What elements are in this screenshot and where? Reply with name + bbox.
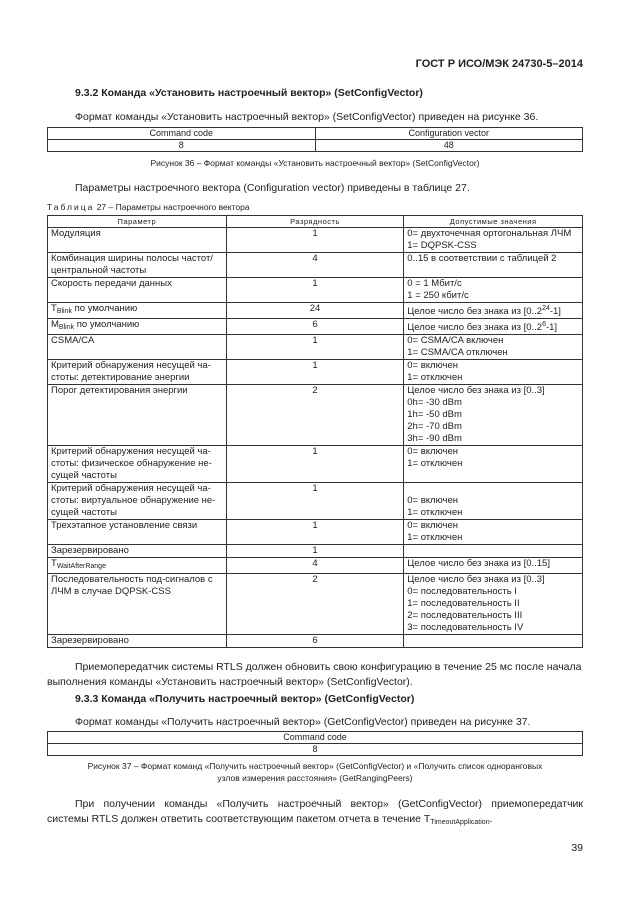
param-name-line: центральной частоты: [51, 265, 147, 276]
param-name-cell: [48, 319, 227, 335]
col-header-parameter: Параметр: [48, 216, 227, 228]
table-row: [48, 558, 583, 574]
table-row: [48, 446, 583, 483]
table-row: [48, 574, 583, 635]
param-name-cell: [48, 278, 227, 303]
param-name-line: Последовательность под-сигналов с: [51, 574, 213, 585]
final-period: .: [489, 813, 493, 825]
param-name-cell: [48, 335, 227, 360]
bit-width-cell: 1: [226, 228, 404, 253]
param-name-line: стоты: детектирование энергии: [51, 372, 190, 383]
table-27-title: [47, 202, 250, 212]
param-name-cell: [48, 558, 227, 574]
allowed-values-cell: [404, 446, 583, 483]
param-name-cell: [48, 446, 227, 483]
figure-37-caption-line-2: узлов измерения расстояния» (GetRangingPeers): [217, 773, 413, 783]
table-title-text: 27 – Параметры настроечного вектора: [96, 202, 250, 212]
allowed-values-cell: [404, 319, 583, 335]
fig36-col-configuration-vector: Configuration vector: [315, 128, 583, 140]
fig37-val-command-code: 8: [48, 744, 583, 756]
section-9-3-3-final-text: [47, 797, 583, 830]
section-9-3-3-title: 9.3.3 Команда «Получить настроечный вектор» (GetConfigVector): [75, 693, 415, 705]
final-subscript: TimeoutApplication: [430, 819, 490, 826]
allowed-value-line: 0= последовательность I: [407, 586, 517, 597]
param-name-line: сущей частоты: [51, 470, 117, 481]
allowed-value-line: 0h= -30 dBm: [407, 397, 462, 408]
allowed-value-line: 0= двухточечная ортогональная ЛЧМ: [407, 228, 572, 239]
param-name-cell: [48, 520, 227, 545]
bit-width-cell: 4: [226, 253, 404, 278]
param-name-cell: [48, 253, 227, 278]
table-row: [48, 303, 583, 319]
bit-width-cell: 1: [226, 278, 404, 303]
fig36-val-command-code: 8: [48, 140, 316, 152]
allowed-values-cell: [404, 335, 583, 360]
table-27-intro: Параметры настроечного вектора (Configuration vector) приведены в таблице 27.: [75, 182, 470, 194]
param-name-line: Порог детектирования энергии: [51, 385, 188, 396]
allowed-value-line: 3= последовательность IV: [407, 622, 524, 633]
allowed-value-line: 0..15 в соответствии с таблицей 2: [407, 253, 557, 264]
allowed-value-line: 1= отключен: [407, 372, 463, 383]
param-name-cell: [48, 545, 227, 558]
allowed-value-line: 2h= -70 dBm: [407, 421, 462, 432]
param-name-rest: по умолчанию: [72, 303, 138, 314]
table-27-parameters: [47, 215, 583, 648]
fig36-val-configuration-vector: 48: [315, 140, 583, 152]
table-27-body: [48, 228, 583, 648]
allowed-value-line: 0= включен: [407, 495, 458, 506]
param-name-line: стоты: виртуальное обнаружение не-: [51, 495, 216, 506]
page-number: 39: [571, 842, 583, 854]
allowed-value-line: 0= CSMA/CA включен: [407, 335, 504, 346]
param-name-line: Комбинация ширины полосы частот/: [51, 253, 213, 264]
bit-width-cell: 1: [226, 360, 404, 385]
table-row: [48, 278, 583, 303]
param-name-line: стоты: физическое обнаружение не-: [51, 458, 212, 469]
param-name-line: Критерий обнаружения несущей ча-: [51, 446, 211, 457]
param-name-cell: [48, 635, 227, 648]
bit-width-cell: 2: [226, 574, 404, 635]
table-row: [48, 335, 583, 360]
param-name-cell: [48, 303, 227, 319]
allowed-value-line: 0= включен: [407, 360, 458, 371]
allowed-values-cell: [404, 360, 583, 385]
param-name-line: CSMA/CA: [51, 335, 95, 346]
param-name-line: сущей частоты: [51, 507, 117, 518]
bit-width-cell: 1: [226, 483, 404, 520]
figure-36-caption: Рисунок 36 – Формат команды «Установить настроечный вектор» (SetConfigVector): [150, 158, 480, 168]
allowed-values-cell: [404, 545, 583, 558]
allowed-value-line: 0= включен: [407, 446, 458, 457]
allowed-values-cell: [404, 574, 583, 635]
allowed-value-line: 1= отключен: [407, 532, 463, 543]
allowed-values-cell: [404, 483, 583, 520]
allowed-values-cell: [404, 303, 583, 319]
section-9-3-3-intro: Формат команды «Получить настроечный вектор» (GetConfigVector) приведен на рисунке 37.: [75, 716, 531, 728]
param-name-cell: [48, 228, 227, 253]
final-text: При получении команды «Получить настроечный вектор» (GetConfigVector) приемопередатчик системы RTLS должен ответить соответствующим пакетом отчета в течение T: [47, 798, 583, 825]
param-name-line: Зарезервировано: [51, 545, 129, 556]
param-name-cell: [48, 574, 227, 635]
table-row: [48, 385, 583, 446]
allowed-value-text: Целое число без знака из [0..2: [407, 322, 543, 333]
fig36-col-command-code: Command code: [48, 128, 316, 140]
allowed-value-line: 1 = 250 кбит/с: [407, 290, 469, 301]
table-row: [48, 635, 583, 648]
param-symbol-subscript: Blink: [58, 324, 75, 331]
param-name-cell: [48, 385, 227, 446]
table-row: [48, 545, 583, 558]
param-name-line: Критерий обнаружения несущей ча-: [51, 360, 211, 371]
allowed-value-line: 1= отключен: [407, 458, 463, 469]
bit-width-cell: 1: [226, 545, 404, 558]
allowed-value-text: Целое число без знака из [0..2: [407, 306, 543, 317]
table-row: [48, 483, 583, 520]
table-word: Таблица: [47, 202, 95, 212]
section-9-3-2-title: 9.3.2 Команда «Установить настроечный вектор» (SetConfigVector): [75, 87, 423, 99]
bit-width-cell: 6: [226, 635, 404, 648]
section-9-3-2-intro: Формат команды «Установить настроечный вектор» (SetConfigVector) приведен на рисунке 36.: [75, 111, 539, 123]
allowed-value-line: 0 = 1 Мбит/с: [407, 278, 462, 289]
allowed-value-line: 1= DQPSK-CSS: [407, 240, 477, 251]
table-row: [48, 360, 583, 385]
fig37-col-command-code: Command code: [48, 732, 583, 744]
param-name-line: Критерий обнаружения несущей ча-: [51, 483, 211, 494]
section-9-3-2-after-text: Приемопередатчик системы RTLS должен обновить свою конфигурацию в течение 25 мс после начала выполнения команды «Установить настроечный вектор» (SetConfigVector).: [47, 661, 582, 688]
param-name-rest: по умолчанию: [74, 319, 140, 330]
allowed-value-text-end: -1]: [549, 306, 561, 317]
allowed-value-line: [407, 635, 579, 647]
table-row: [48, 253, 583, 278]
allowed-value-line: 3h= -90 dBm: [407, 433, 462, 444]
allowed-value-text-end: -1]: [545, 322, 558, 333]
param-name-cell: [48, 360, 227, 385]
allowed-value-line: 1= отключен: [407, 507, 463, 518]
param-symbol-subscript: WaitAfterRange: [56, 563, 106, 570]
param-symbol: T: [51, 303, 57, 314]
col-header-bit-width: Разрядность: [226, 216, 404, 228]
allowed-value-line: 2= последовательность III: [407, 610, 523, 621]
bit-width-cell: 1: [226, 335, 404, 360]
allowed-value-exponent: 6: [542, 321, 546, 328]
param-symbol-subscript: Blink: [56, 308, 72, 315]
bit-width-cell: 1: [226, 520, 404, 545]
param-name-cell: [48, 483, 227, 520]
allowed-values-cell: [404, 253, 583, 278]
allowed-value-line: Целое число без знака из [0..3]: [407, 574, 545, 585]
bit-width-cell: 6: [226, 319, 404, 335]
allowed-value-line: [407, 483, 579, 495]
param-symbol: M: [51, 319, 59, 330]
bit-width-cell: 2: [226, 385, 404, 446]
bit-width-cell: 4: [226, 558, 404, 574]
document-header: ГОСТ Р ИСО/МЭК 24730-5–2014: [415, 58, 583, 70]
allowed-values-cell: [404, 385, 583, 446]
allowed-value-line: 1= последовательность II: [407, 598, 520, 609]
allowed-values-cell: [404, 228, 583, 253]
param-name-line: Модуляция: [51, 228, 101, 239]
allowed-values-cell: [404, 635, 583, 648]
param-name-line: Трехэтапное установление связи: [51, 520, 198, 531]
allowed-values-cell: [404, 558, 583, 574]
param-symbol: T: [51, 558, 57, 569]
allowed-value-line: 1h= -50 dBm: [407, 409, 462, 420]
bit-width-cell: 1: [226, 446, 404, 483]
allowed-value-line: Целое число без знака из [0..15]: [407, 558, 550, 569]
param-name-line: Зарезервировано: [51, 635, 129, 646]
bit-width-cell: 24: [226, 303, 404, 319]
param-name-line: ЛЧМ в случае DQPSK-CSS: [51, 586, 171, 597]
allowed-value-line: 0= включен: [407, 520, 458, 531]
param-name-line: Скорость передачи данных: [51, 278, 172, 289]
allowed-value-line: 1= CSMA/CA отключен: [407, 347, 508, 358]
figure-37-format-table: [47, 731, 583, 756]
allowed-value-exponent: 24: [542, 305, 550, 312]
table-row: [48, 319, 583, 335]
figure-37-caption-line-1: Рисунок 37 – Формат команд «Получить настроечный вектор» (GetConfigVector) и «Получить список одноранговых: [87, 761, 543, 771]
allowed-value-line: [407, 545, 579, 557]
figure-37-caption: [47, 760, 583, 784]
table-row: [48, 520, 583, 545]
figure-36-format-table: [47, 127, 583, 152]
allowed-values-cell: [404, 278, 583, 303]
allowed-values-cell: [404, 520, 583, 545]
allowed-value-line: Целое число без знака из [0..3]: [407, 385, 545, 396]
table-row: [48, 228, 583, 253]
col-header-allowed-values: Допустимые значения: [404, 216, 583, 228]
